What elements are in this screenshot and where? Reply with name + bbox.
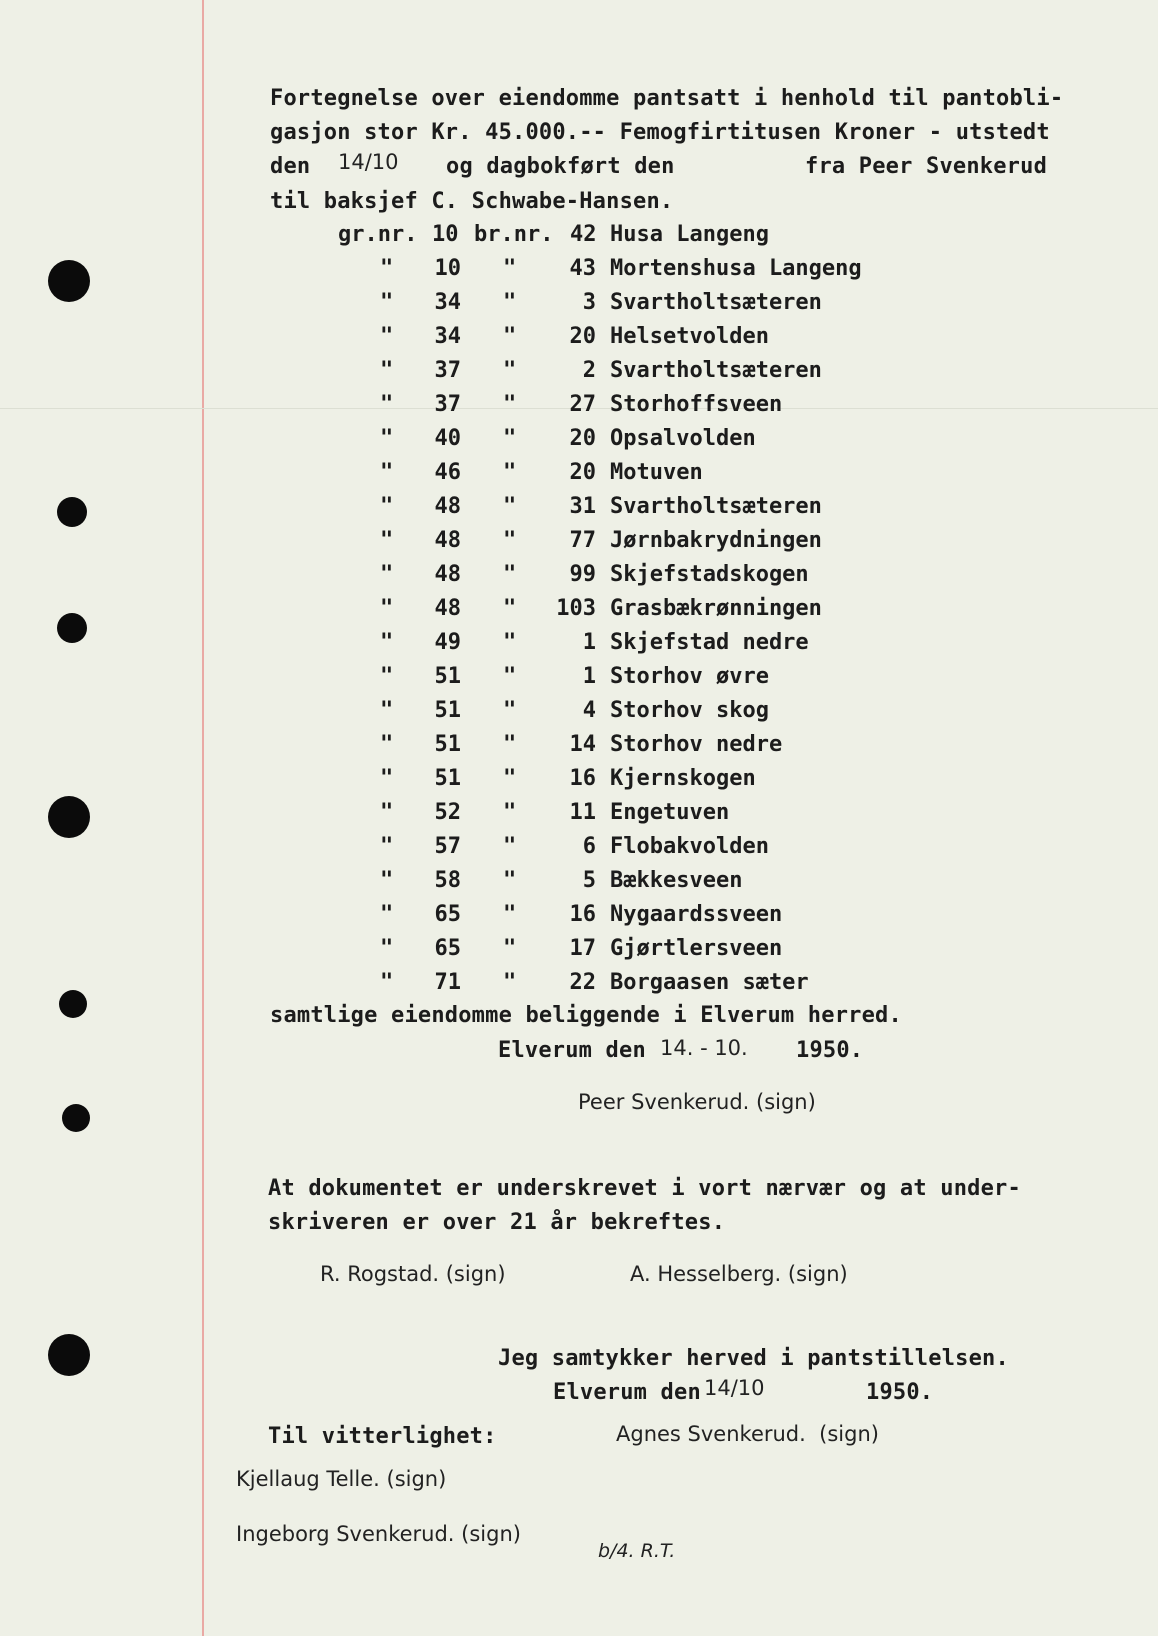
gr-number: 48 [434,562,461,587]
gr-number: 48 [434,494,461,519]
ditto-mark-br: " [503,902,517,927]
br-number: 20 [569,460,596,485]
ditto-mark-gr: " [380,698,394,723]
intro-line-1: Fortegnelse over eiendomme pantsatt i henhold til pantobli- [270,86,1064,111]
witness-sig-2: A. Hesselberg. (sign) [630,1262,848,1286]
ditto-mark-br: " [503,766,517,791]
ditto-mark-gr: " [380,256,394,281]
br-number: 31 [569,494,596,519]
property-name: Opsalvolden [610,426,756,451]
ditto-mark-br: " [503,290,517,315]
ditto-mark-gr: " [380,630,394,655]
property-row [0,936,1158,970]
ditto-mark-gr: " [380,392,394,417]
witness-line-2: skriveren er over 21 år bekreftes. [268,1210,726,1235]
ditto-mark-gr: " [380,868,394,893]
gr-number: 51 [434,766,461,791]
br-number: 16 [569,766,596,791]
br-number: 103 [556,596,596,621]
handwritten-date: 14/10 [338,150,399,174]
ditto-mark-br: " [503,256,517,281]
property-row [0,528,1158,562]
property-row [0,664,1158,698]
ditto-mark-br: " [503,868,517,893]
property-name: Mortenshusa Langeng [610,256,862,281]
gr-number: 48 [434,596,461,621]
gr-number: 51 [434,664,461,689]
property-row [0,562,1158,596]
intro-line-4: til baksjef C. Schwabe-Hansen. [270,189,674,214]
signer-peer: Peer Svenkerud. (sign) [578,1090,816,1114]
br-number: 1 [582,630,596,655]
ditto-mark-br: " [503,834,517,859]
gr-number: 37 [434,358,461,383]
property-row [0,256,1158,290]
consent-line: Jeg samtykker herved i pantstillelsen. [498,1346,1009,1371]
ditto-mark-br: " [503,392,517,417]
property-row [0,460,1158,494]
gr-number: 34 [434,324,461,349]
property-name: Motuven [610,460,703,485]
ditto-mark-br: " [503,664,517,689]
ditto-mark-gr: " [380,800,394,825]
br-number: 3 [582,290,596,315]
property-row [0,324,1158,358]
ditto-mark-br: " [503,426,517,451]
ditto-mark-gr: " [380,528,394,553]
ditto-mark-br: " [503,528,517,553]
br-number: 1 [582,664,596,689]
br-number: 6 [582,834,596,859]
property-row-header [0,222,1158,256]
consent-place: Elverum den [553,1380,701,1405]
br-number: 99 [569,562,596,587]
property-name: Svartholtsæteren [610,290,822,315]
place-date-year: 1950. [796,1038,864,1063]
property-name: Borgaasen sæter [610,970,809,995]
property-name: Storhov nedre [610,732,783,757]
witness-kjellaug: Kjellaug Telle. (sign) [236,1467,447,1491]
property-name: Jørnbakrydningen [610,528,822,553]
gr-number: 52 [434,800,461,825]
ditto-mark-gr: " [380,970,394,995]
ditto-mark-br: " [503,358,517,383]
property-row [0,630,1158,664]
property-name: Grasbækrønningen [610,596,822,621]
property-name: Gjørtlersveen [610,936,783,961]
witness-ingeborg: Ingeborg Svenkerud. (sign) [236,1522,521,1546]
ditto-mark-gr: " [380,664,394,689]
property-name: Skjefstadskogen [610,562,809,587]
property-name: Nygaardssveen [610,902,783,927]
gr-number: 58 [434,868,461,893]
ditto-mark-gr: " [380,426,394,451]
ditto-mark-gr: " [380,732,394,757]
property-row [0,596,1158,630]
gr-number: 71 [434,970,461,995]
ditto-mark-gr: " [380,290,394,315]
witness-sig-1: R. Rogstad. (sign) [320,1262,506,1286]
property-row [0,834,1158,868]
property-name: Helsetvolden [610,324,769,349]
property-row [0,970,1158,1004]
ditto-mark-br: " [503,698,517,723]
br-number: 77 [569,528,596,553]
ditto-mark-br: " [503,596,517,621]
gr-number: 40 [434,426,461,451]
property-name: Storhov skog [610,698,769,723]
property-row [0,494,1158,528]
ditto-mark-br: " [503,630,517,655]
property-name: Svartholtsæteren [610,494,822,519]
gr-number: 10 [434,256,461,281]
ditto-mark-br: " [503,562,517,587]
gr-number: 51 [434,732,461,757]
intro-line-3a: den [270,154,311,179]
br-number: 27 [569,392,596,417]
gr-number: 37 [434,392,461,417]
property-row [0,290,1158,324]
property-row [0,902,1158,936]
property-row [0,766,1158,800]
gr-label: gr.nr. [338,222,418,247]
property-row [0,732,1158,766]
handwritten-initials: b/4. R.T. [598,1540,676,1562]
br-label: br.nr. [474,222,554,247]
intro-line-2: gasjon stor Kr. 45.000.-- Femogfirtitusen Kroner - utstedt [270,120,1050,145]
vitterlighet-label: Til vitterlighet: [268,1424,497,1449]
br-number: 22 [569,970,596,995]
witness-line-1: At dokumentet er underskrevet i vort nærvær og at under- [268,1176,1021,1201]
ditto-mark-br: " [503,494,517,519]
br-number: 4 [582,698,596,723]
ditto-mark-gr: " [380,902,394,927]
gr-number: 65 [434,936,461,961]
property-name: Flobakvolden [610,834,769,859]
property-name: Husa Langeng [610,222,769,247]
br-number: 20 [569,324,596,349]
consent-year: 1950. [866,1380,934,1405]
br-number: 42 [570,222,597,247]
property-row [0,800,1158,834]
ditto-mark-gr: " [380,936,394,961]
br-number: 16 [569,902,596,927]
ditto-mark-br: " [503,324,517,349]
place-date-handwritten: 14. - 10. [660,1036,748,1060]
ditto-mark-br: " [503,800,517,825]
gr-number: 48 [434,528,461,553]
gr-number: 65 [434,902,461,927]
br-number: 43 [569,256,596,281]
ditto-mark-gr: " [380,494,394,519]
br-number: 14 [569,732,596,757]
br-number: 17 [569,936,596,961]
gr-number: 10 [432,222,459,247]
property-row [0,426,1158,460]
ditto-mark-gr: " [380,596,394,621]
gr-number: 34 [434,290,461,315]
property-name: Bækkesveen [610,868,743,893]
punch-hole [48,1334,90,1376]
ditto-mark-gr: " [380,460,394,485]
ditto-mark-br: " [503,936,517,961]
intro-line-3c: fra Peer Svenkerud [805,154,1048,179]
ditto-mark-br: " [503,732,517,757]
br-number: 2 [582,358,596,383]
property-row [0,358,1158,392]
gr-number: 51 [434,698,461,723]
gr-number: 57 [434,834,461,859]
property-name: Kjernskogen [610,766,756,791]
place-date-a: Elverum den [498,1038,646,1063]
property-name: Svartholtsæteren [610,358,822,383]
property-row [0,868,1158,902]
ditto-mark-br: " [503,970,517,995]
ditto-mark-gr: " [380,358,394,383]
ditto-mark-br: " [503,460,517,485]
br-number: 20 [569,426,596,451]
ditto-mark-gr: " [380,834,394,859]
punch-hole [62,1104,90,1132]
gr-number: 49 [434,630,461,655]
intro-line-3b: og dagbokført den [446,154,675,179]
location-line: samtlige eiendomme beliggende i Elverum herred. [270,1003,902,1028]
property-row [0,698,1158,732]
ditto-mark-gr: " [380,562,394,587]
consent-date-handwritten: 14/10 [704,1376,765,1400]
property-row [0,392,1158,426]
property-name: Storhov øvre [610,664,769,689]
gr-number: 46 [434,460,461,485]
signer-agnes: Agnes Svenkerud. (sign) [616,1422,879,1446]
ditto-mark-gr: " [380,324,394,349]
br-number: 5 [582,868,596,893]
ditto-mark-gr: " [380,766,394,791]
property-name: Skjefstad nedre [610,630,809,655]
property-name: Engetuven [610,800,730,825]
br-number: 11 [569,800,596,825]
property-name: Storhoffsveen [610,392,783,417]
